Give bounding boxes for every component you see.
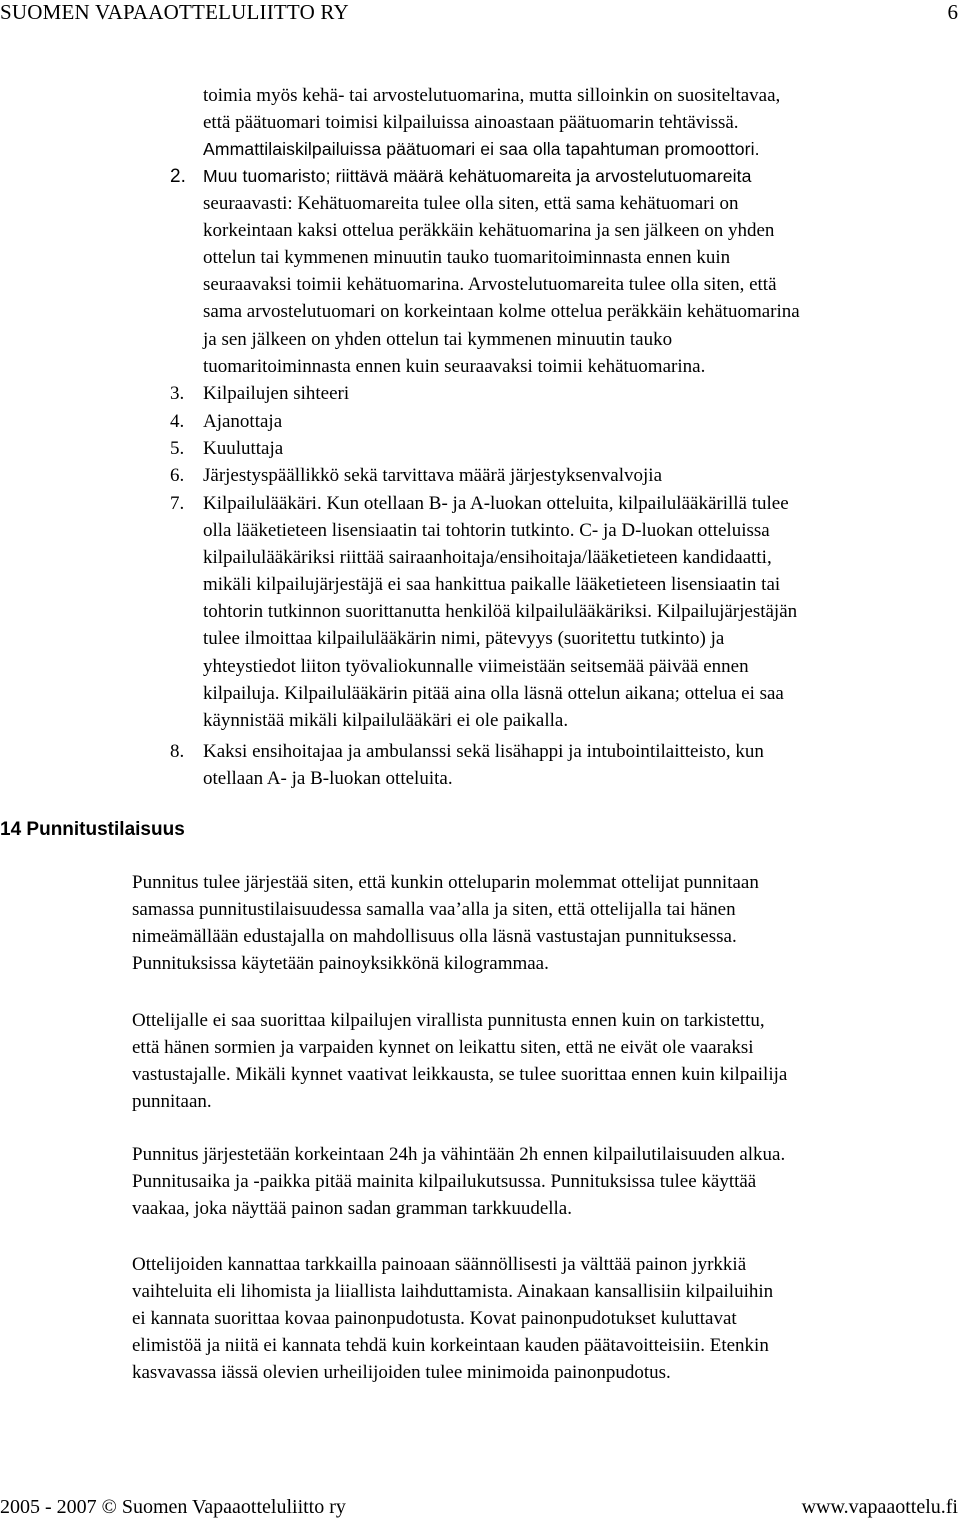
text-line: että päätuomari toimisi kilpailuissa ainoastaan päätuomarin tehtävissä.	[203, 112, 739, 134]
list-item-7	[203, 490, 797, 734]
text-line: Kilpailujen sihteeri	[203, 383, 350, 404]
text-line: sama arvostelutuomari on korkeintaan kolme ottelua peräkkäin kehätuomarina	[203, 301, 800, 323]
text-line: yhteystiedot liiton työvaliokunnalle viimeistään seitsemää päivää ennen	[203, 655, 749, 677]
text-line: Kilpailulääkäri. Kun otellaan B- ja A-luokan otteluita, kilpailulääkärillä tulee	[203, 493, 789, 514]
text-line: seuraavasti: Kehätuomareita tulee olla siten, että sama kehätuomari on	[203, 193, 739, 215]
paragraph	[132, 1251, 956, 1386]
text-line: Punnitusaika ja -paikka pitää mainita kilpailukutsussa. Punnituksissa tulee käyttää	[132, 1171, 757, 1193]
text-line: kilpailulääkäriksi riittää sairaanhoitaja/ensihoitaja/lääketieteen kandidaatti,	[203, 547, 772, 569]
organization-name: SUOMEN VAPAAOTTELULIITTO RY	[0, 0, 349, 24]
section-heading: 14 Punnitustilaisuus	[0, 819, 185, 840]
text-line: Punnitus tulee järjestää siten, että kunkin otteluparin molemmat ottelijat punnitaan	[132, 872, 759, 893]
text-line: Muu tuomaristo; riittävä määrä kehätuomareita ja arvostelutuomareita	[203, 166, 752, 186]
list-number: 6.	[170, 465, 185, 486]
text-line: Ottelijoiden kannattaa tarkkailla painoaan säännöllisesti ja välttää painon jyrkkiä	[132, 1254, 747, 1275]
paragraph	[132, 869, 956, 977]
text-line: toimia myös kehä- tai arvostelutuomarina, mutta silloinkin on suositeltavaa,	[203, 85, 781, 106]
website-link[interactable]: www.vapaaottelu.fi	[801, 1496, 958, 1518]
page-header	[0, 0, 960, 28]
text-line: vastustajalle. Mikäli kynnet vaativat leikkausta, se tulee suorittaa ennen kuin kilpailija	[132, 1064, 788, 1086]
text-line: Järjestyspäällikkö sekä tarvittava määrä järjestyksenvalvojia	[203, 465, 662, 486]
text-line: että hänen sormien ja varpaiden kynnet on leikattu siten, että ne eivät ole vaaraksi	[132, 1037, 754, 1059]
text-line: Ajanottaja	[203, 411, 283, 432]
list-number: 4.	[170, 411, 185, 432]
list-number: 7.	[170, 493, 185, 514]
paragraph	[132, 1141, 956, 1222]
text-line: Punnituksissa käytetään painoyksikkönä kilogrammaa.	[132, 953, 549, 975]
text-line: nimeämällään edustajalla on mahdollisuus olla läsnä vastustajan punnituksessa.	[132, 926, 737, 948]
list-item-2	[203, 163, 800, 380]
text-line: Kaksi ensihoitajaa ja ambulanssi sekä lisähappi ja intubointilaitteisto, kun	[203, 741, 764, 762]
text-line: Ammattilaiskilpailuissa päätuomari ei saa olla tapahtuman promoottori.	[203, 139, 760, 160]
list-number: 2.	[170, 166, 186, 187]
text-line: ja sen jälkeen on yhden ottelun tai kymmenen minuutin tauko	[203, 328, 673, 350]
text-line: tohtorin tutkinnon suorittanutta henkilöä kilpailulääkäriksi. Kilpailujärjestäjän	[203, 601, 798, 623]
text-line: ei kannata suorittaa kovaa painonpudotusta. Kovat painonpudotukset kuluttavat	[132, 1308, 737, 1330]
text-line: kilpailuja. Kilpailulääkärin pitää aina olla läsnä ottelun aikana; ottelua ei saa	[203, 682, 784, 704]
page-number: 6	[947, 0, 958, 24]
list-number: 5.	[170, 438, 185, 459]
text-line: Punnitus järjestetään korkeintaan 24h ja vähintään 2h ennen kilpailutilaisuuden alkua.	[132, 1144, 786, 1165]
text-line: samassa punnitustilaisuudessa samalla vaa’alla ja siten, että ottelijalla tai hänen	[132, 899, 736, 921]
list-item-8	[203, 738, 764, 792]
list-number: 8.	[170, 741, 185, 762]
text-line: kasvavassa iässä olevien urheilijoiden tulee minimoida painonpudotus.	[132, 1362, 671, 1384]
list-item-4	[203, 408, 282, 435]
list-item-5	[203, 435, 283, 462]
copyright-notice: 2005 - 2007 © Suomen Vapaaotteluliitto ry	[0, 1496, 346, 1518]
paragraph	[132, 1007, 956, 1115]
text-line: ottelun tai kymmenen minuutin tauko tuomaritoiminnasta ennen kuin	[203, 247, 731, 269]
page-footer	[0, 1496, 960, 1528]
text-line: tulee ilmoittaa kilpailulääkärin nimi, pätevyys (suoritettu tutkinto) ja	[203, 628, 725, 650]
text-line: otellaan A- ja B-luokan otteluita.	[203, 768, 453, 790]
text-line: punnitaan.	[132, 1091, 212, 1113]
text-line: seuraavaksi toimii kehätuomarina. Arvostelutuomareita tulee olla siten, että	[203, 274, 777, 296]
list-item-6	[203, 462, 662, 489]
text-line: käynnistää mikäli kilpailulääkäri ei ole paikalla.	[203, 709, 569, 731]
list-number: 3.	[170, 383, 185, 404]
text-line: tuomaritoiminnasta ennen kuin seuraavaksi toimii kehätuomarina.	[203, 355, 706, 377]
text-line: olla lääketieteen lisensiaatin tai tohtorin tutkinto. C- ja D-luokan otteluissa	[203, 520, 770, 542]
text-line: korkeintaan kaksi ottelua peräkkäin kehätuomarina ja sen jälkeen on yhden	[203, 220, 775, 242]
text-line: mikäli kilpailujärjestäjä ei saa hankittua paikalle lääketieteen lisensiaatin tai	[203, 574, 781, 596]
text-line: vaakaa, joka näyttää painon sadan gramman tarkkuudella.	[132, 1198, 572, 1220]
text-line: Kuuluttaja	[203, 438, 284, 459]
text-line: elimistöä ja niitä ei kannata tehdä kuin korkeintaan kauden päätavoitteisiin. Etenkin	[132, 1335, 769, 1357]
text-line: vaihteluita eli lihomista ja liiallista laihduttamista. Ainakaan kansallisiin kilpailuihin	[132, 1281, 774, 1303]
intro-continuation	[203, 82, 780, 163]
text-line: Ottelijalle ei saa suorittaa kilpailujen virallista punnitusta ennen kuin on tarkistettu,	[132, 1010, 765, 1031]
list-item-3	[203, 380, 349, 407]
